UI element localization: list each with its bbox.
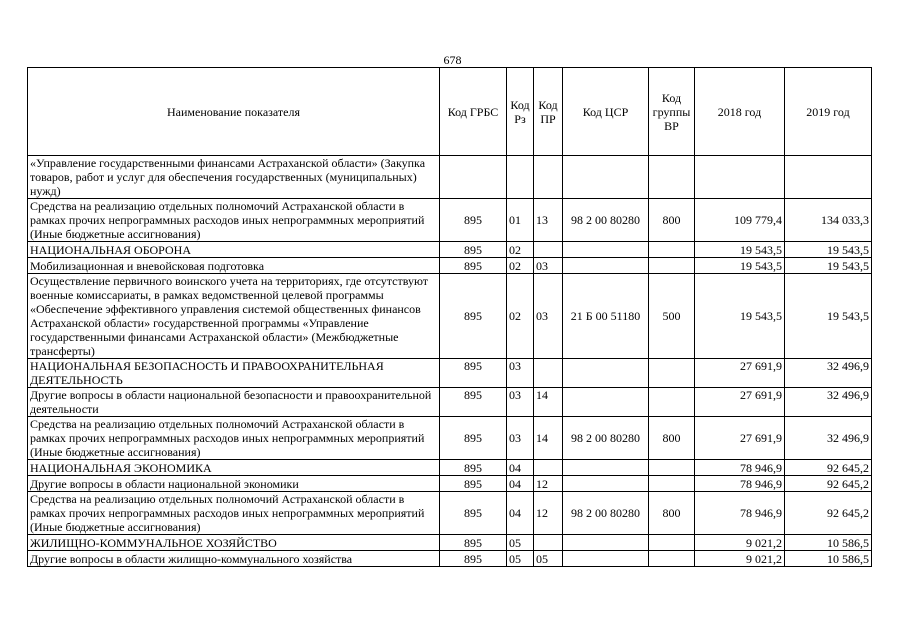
row-2019: 32 496,9 [785, 388, 872, 417]
row-2019: 92 645,2 [785, 460, 872, 476]
row-name: Средства на реализацию отдельных полномочий Астраханской области в рамках прочих непрограммных расходов иных непрограммных мероприятий (Иные бюджетные ассигнования) [28, 492, 440, 535]
row-2018: 27 691,9 [695, 388, 785, 417]
page-number: 678 [443, 53, 462, 67]
table-row [28, 274, 872, 359]
row-grbs: 895 [440, 551, 507, 567]
row-rz: 04 [507, 492, 534, 535]
row-grbs: 895 [440, 242, 507, 258]
row-csr [563, 535, 649, 551]
row-rz: 04 [507, 476, 534, 492]
row-2018: 27 691,9 [695, 417, 785, 460]
row-rz: 05 [507, 535, 534, 551]
table-row [28, 359, 872, 388]
row-csr [563, 551, 649, 567]
row-name: НАЦИОНАЛЬНАЯ ЭКОНОМИКА [28, 460, 440, 476]
row-vr: 500 [649, 274, 695, 359]
table-row [28, 156, 872, 199]
row-csr: 21 Б 00 51180 [563, 274, 649, 359]
row-2018: 9 021,2 [695, 535, 785, 551]
header-csr: Код ЦСР [563, 68, 649, 156]
row-grbs [440, 156, 507, 199]
row-csr [563, 359, 649, 388]
row-vr: 800 [649, 417, 695, 460]
row-2019: 32 496,9 [785, 417, 872, 460]
row-csr [563, 258, 649, 274]
row-vr [649, 460, 695, 476]
row-name: Осуществление первичного воинского учета на территориях, где отсутствуют военные комиссариаты, в рамках ведомственной целевой программы «Обеспечение эффективного управления системой общественных финансов Астраханской области» государственной программы «Управление государственными финансами Астраханской области» (Межбюджетные трансферты) [28, 274, 440, 359]
row-rz: 02 [507, 258, 534, 274]
row-grbs: 895 [440, 460, 507, 476]
row-grbs: 895 [440, 258, 507, 274]
row-2018: 19 543,5 [695, 242, 785, 258]
row-rz: 02 [507, 274, 534, 359]
row-pr: 05 [534, 551, 563, 567]
row-grbs: 895 [440, 476, 507, 492]
header-name: Наименование показателя [28, 68, 440, 156]
row-pr [534, 460, 563, 476]
row-name: ЖИЛИЩНО-КОММУНАЛЬНОЕ ХОЗЯЙСТВО [28, 535, 440, 551]
row-csr [563, 460, 649, 476]
row-csr: 98 2 00 80280 [563, 492, 649, 535]
row-pr: 12 [534, 492, 563, 535]
row-grbs: 895 [440, 492, 507, 535]
budget-table [27, 67, 872, 567]
row-pr: 03 [534, 274, 563, 359]
row-2019: 92 645,2 [785, 492, 872, 535]
row-pr: 14 [534, 417, 563, 460]
row-rz: 03 [507, 359, 534, 388]
row-csr [563, 156, 649, 199]
row-rz: 03 [507, 388, 534, 417]
row-name: Средства на реализацию отдельных полномочий Астраханской области в рамках прочих непрограммных расходов иных непрограммных мероприятий (Иные бюджетные ассигнования) [28, 199, 440, 242]
header-row [28, 68, 872, 156]
table-row [28, 535, 872, 551]
row-pr [534, 242, 563, 258]
row-2019: 134 033,3 [785, 199, 872, 242]
header-rz: Код Рз [507, 68, 534, 156]
row-2018 [695, 156, 785, 199]
row-vr [649, 551, 695, 567]
row-pr: 14 [534, 388, 563, 417]
row-csr [563, 476, 649, 492]
row-2018: 78 946,9 [695, 492, 785, 535]
row-2019 [785, 156, 872, 199]
table-row [28, 551, 872, 567]
table-row [28, 460, 872, 476]
row-vr: 800 [649, 199, 695, 242]
row-2018: 19 543,5 [695, 274, 785, 359]
row-grbs: 895 [440, 359, 507, 388]
row-2018: 78 946,9 [695, 460, 785, 476]
row-rz: 01 [507, 199, 534, 242]
table-row [28, 258, 872, 274]
row-name: НАЦИОНАЛЬНАЯ БЕЗОПАСНОСТЬ И ПРАВООХРАНИТЕЛЬНАЯ ДЕЯТЕЛЬНОСТЬ [28, 359, 440, 388]
table-row [28, 199, 872, 242]
row-vr [649, 388, 695, 417]
row-csr: 98 2 00 80280 [563, 417, 649, 460]
header-grbs: Код ГРБС [440, 68, 507, 156]
row-grbs: 895 [440, 388, 507, 417]
row-2019: 19 543,5 [785, 258, 872, 274]
row-pr: 12 [534, 476, 563, 492]
row-name: Другие вопросы в области жилищно-коммунального хозяйства [28, 551, 440, 567]
row-vr [649, 156, 695, 199]
header-2018: 2018 год [695, 68, 785, 156]
table-row [28, 476, 872, 492]
table-row [28, 388, 872, 417]
row-2019: 19 543,5 [785, 274, 872, 359]
row-vr [649, 242, 695, 258]
row-vr [649, 476, 695, 492]
row-2019: 92 645,2 [785, 476, 872, 492]
row-name: Мобилизационная и вневойсковая подготовка [28, 258, 440, 274]
table-row [28, 492, 872, 535]
row-2018: 78 946,9 [695, 476, 785, 492]
table-row [28, 417, 872, 460]
row-pr: 03 [534, 258, 563, 274]
header-vr: Код группы ВР [649, 68, 695, 156]
row-csr [563, 242, 649, 258]
header-pr: Код ПР [534, 68, 563, 156]
row-2019: 32 496,9 [785, 359, 872, 388]
row-2018: 27 691,9 [695, 359, 785, 388]
row-csr [563, 388, 649, 417]
row-pr [534, 359, 563, 388]
row-2019: 10 586,5 [785, 551, 872, 567]
row-vr [649, 258, 695, 274]
row-pr [534, 156, 563, 199]
row-name: Другие вопросы в области национальной безопасности и правоохранительной деятельности [28, 388, 440, 417]
row-rz [507, 156, 534, 199]
row-2018: 19 543,5 [695, 258, 785, 274]
row-csr: 98 2 00 80280 [563, 199, 649, 242]
row-rz: 02 [507, 242, 534, 258]
row-2019: 10 586,5 [785, 535, 872, 551]
row-grbs: 895 [440, 417, 507, 460]
row-2018: 109 779,4 [695, 199, 785, 242]
row-rz: 04 [507, 460, 534, 476]
table-row [28, 242, 872, 258]
row-2019: 19 543,5 [785, 242, 872, 258]
row-grbs: 895 [440, 274, 507, 359]
row-rz: 03 [507, 417, 534, 460]
row-vr: 800 [649, 492, 695, 535]
row-rz: 05 [507, 551, 534, 567]
header-2019: 2019 год [785, 68, 872, 156]
row-name: НАЦИОНАЛЬНАЯ ОБОРОНА [28, 242, 440, 258]
row-vr [649, 535, 695, 551]
row-name: Средства на реализацию отдельных полномочий Астраханской области в рамках прочих непрограммных расходов иных непрограммных мероприятий (Иные бюджетные ассигнования) [28, 417, 440, 460]
row-pr [534, 535, 563, 551]
row-vr [649, 359, 695, 388]
row-2018: 9 021,2 [695, 551, 785, 567]
row-name: «Управление государственными финансами Астраханской области» (Закупка товаров, работ и услуг для обеспечения государственных (муниципальных) нужд) [28, 156, 440, 199]
row-grbs: 895 [440, 199, 507, 242]
row-pr: 13 [534, 199, 563, 242]
row-grbs: 895 [440, 535, 507, 551]
row-name: Другие вопросы в области национальной экономики [28, 476, 440, 492]
